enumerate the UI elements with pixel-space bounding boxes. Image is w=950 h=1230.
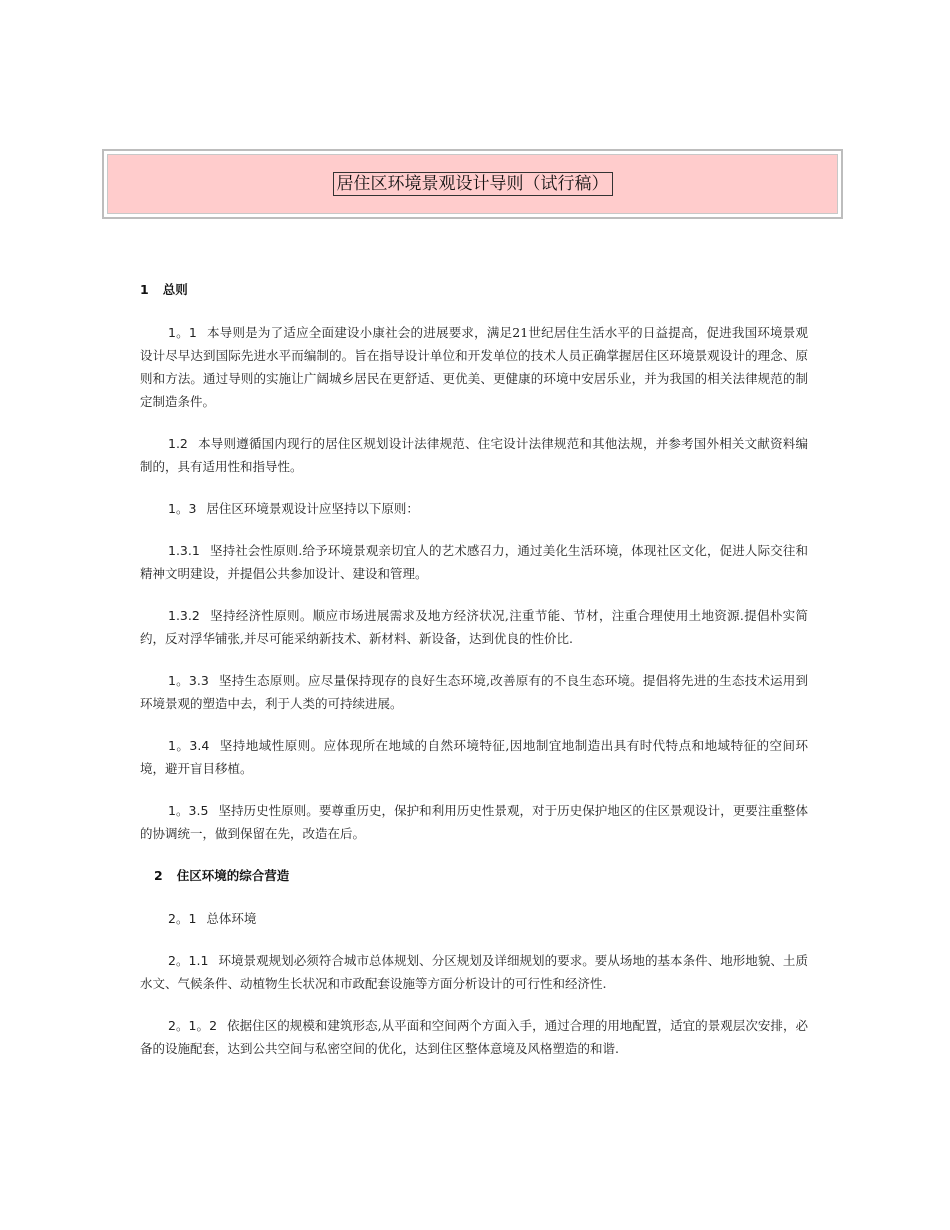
paragraph-1-2 [140,432,808,478]
paragraph-number: 2。1。2 [168,1018,218,1033]
paragraph-text: 坚持地域性原则。应体现所在地域的自然环境特征,因地制宜地制造出具有时代特点和地域特征的空间环境，避开盲目移植。 [140,738,808,776]
section-heading-2 [140,864,808,887]
document-body [140,278,808,1079]
paragraph-text: 坚持生态原则。应尽量保持现存的良好生态环境,改善原有的不良生态环境。提倡将先进的生态技术运用到环境景观的塑造中去，利于人类的可持续进展。 [140,673,808,711]
title-banner [102,149,843,219]
paragraph-text: 坚持经济性原则。顺应市场进展需求及地方经济状况,注重节能、节材，注重合理使用土地资源.提倡朴实简约，反对浮华铺张,并尽可能采纳新技术、新材料、新设备，达到优良的性价比. [140,608,808,646]
paragraph-number: 1.3.1 [168,543,200,558]
paragraph-number: 2。1.1 [168,953,209,968]
paragraph-text: 本导则遵循国内现行的居住区规划设计法律规范、住宅设计法律规范和其他法规，并参考国外相关文献资料编制的，具有适用性和指导性。 [140,436,808,474]
paragraph-1-3-3 [140,669,808,715]
paragraph-number: 1。3.3 [168,673,209,688]
paragraph-1-3-5 [140,799,808,845]
document-title: 居住区环境景观设计导则（试行稿） [333,172,613,196]
paragraph-number: 1。3 [168,501,197,516]
paragraph-1-3-4 [140,734,808,780]
paragraph-1-3-2 [140,604,808,650]
paragraph-text: 环境景观规划必须符合城市总体规划、分区规划及详细规划的要求。要从场地的基本条件、地形地貌、土质水文、气候条件、动植物生长状况和市政配套设施等方面分析设计的可行性和经济性. [140,953,808,991]
paragraph-number: 1.3.2 [168,608,200,623]
paragraph-2-1-2 [140,1014,808,1060]
paragraph-text: 总体环境 [206,911,257,926]
heading-number: 1 [140,282,149,297]
paragraph-1-3-1 [140,539,808,585]
paragraph-text: 居住区环境景观设计应坚持以下原则： [206,501,419,516]
paragraph-number: 1。3.5 [168,803,209,818]
paragraph-2-1-1 [140,949,808,995]
paragraph-text: 坚持社会性原则.给予环境景观亲切宜人的艺术感召力，通过美化生活环境，体现社区文化，促进人际交往和精神文明建设，并提倡公共参加设计、建设和管理。 [140,543,808,581]
heading-text: 总则 [162,282,188,297]
paragraph-number: 2。1 [168,911,197,926]
heading-number: 2 [154,868,163,883]
paragraph-text: 依据住区的规模和建筑形态,从平面和空间两个方面入手，通过合理的用地配置，适宜的景观层次安排，必备的设施配套，达到公共空间与私密空间的优化，达到住区整体意境及风格塑造的和谐. [140,1018,808,1056]
paragraph-number: 1.2 [168,436,188,451]
paragraph-2-1 [140,907,808,930]
paragraph-number: 1。3.4 [168,738,210,753]
paragraph-1-1 [140,321,808,413]
heading-text: 住区环境的综合营造 [176,868,290,883]
paragraph-1-3 [140,497,808,520]
section-heading-1 [140,278,808,301]
title-banner-inner [107,154,838,214]
paragraph-text: 本导则是为了适应全面建设小康社会的进展要求，满足21世纪居住生活水平的日益提高，促进我国环境景观设计尽早达到国际先进水平而编制的。旨在指导设计单位和开发单位的技术人员正确掌握居住区环境景观设计的理念、原则和方法。通过导则的实施让广阔城乡居民在更舒适、更优美、更健康的环境中安居乐业，并为我国的相关法律规范的制定制造条件。 [140,325,808,409]
paragraph-text: 坚持历史性原则。要尊重历史，保护和利用历史性景观，对于历史保护地区的住区景观设计，更要注重整体的协调统一，做到保留在先，改造在后。 [140,803,808,841]
paragraph-number: 1。1 [168,325,197,340]
